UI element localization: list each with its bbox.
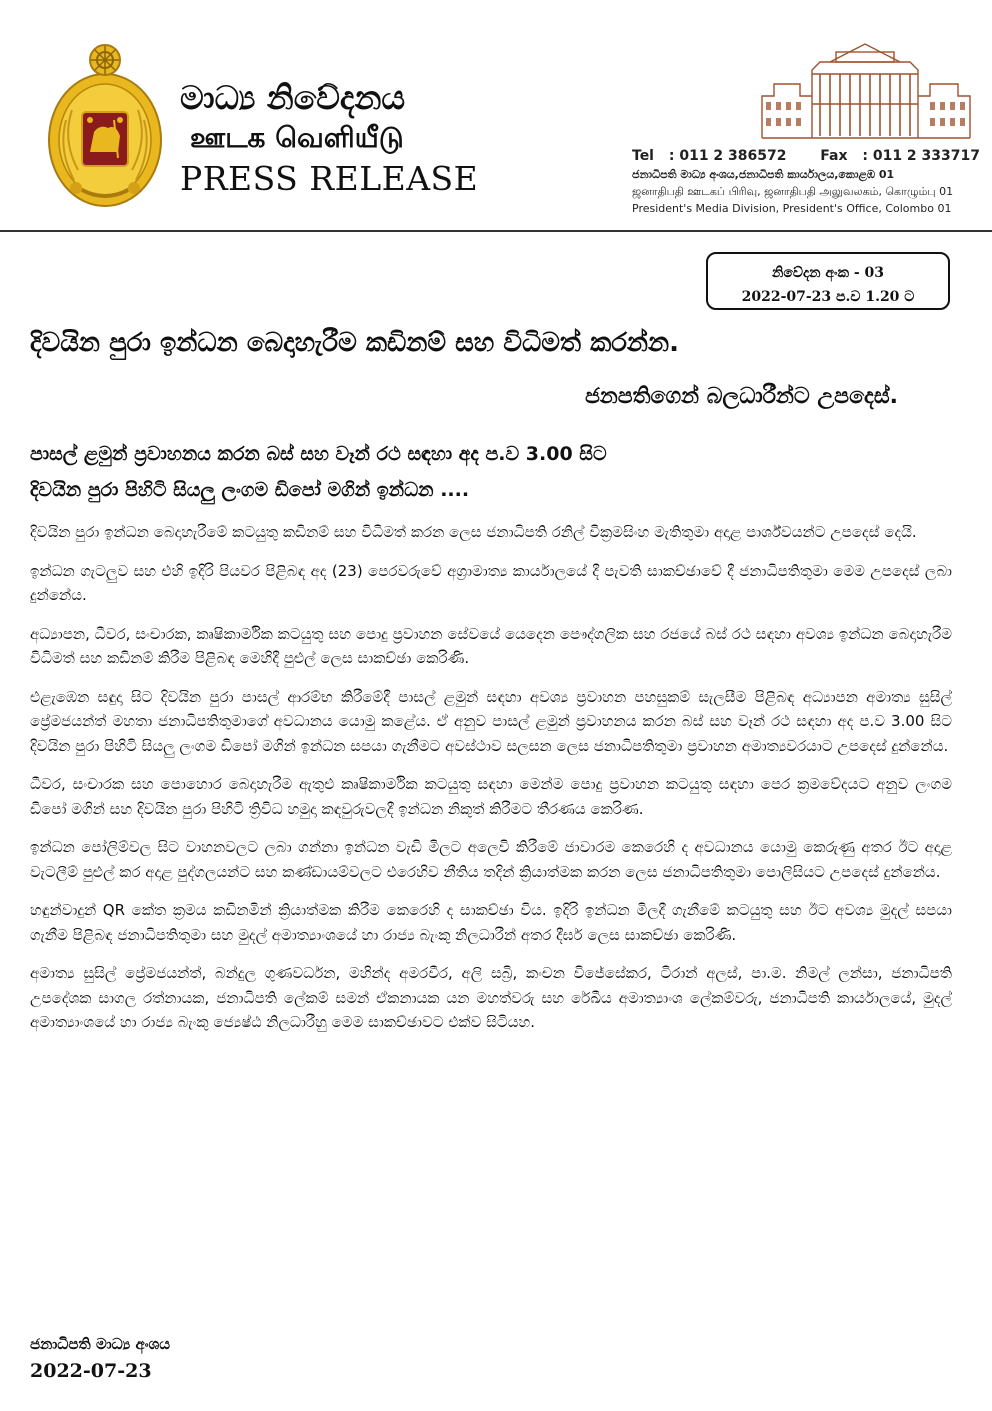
tel-number: : 011 2 386572 (668, 148, 787, 164)
release-datetime: 2022-07-23 ප.ව 1.20 ට (741, 289, 915, 305)
presidential-secretariat-building-icon (760, 40, 972, 140)
national-emblem-icon (44, 40, 166, 210)
tel-label: Tel (632, 148, 654, 164)
address-english: President's Media Division, President's Office, Colombo 01 (632, 202, 952, 215)
paragraph: ධීවර, සංචාරක සහ පොහොර බෙදාහැරීම ඇතුළු කෘෂිකාර්මික කටයුතු සඳහා මෙන්ම පොදු ප්‍රවාහන කටයුතු සඳහා පෙර ක්‍රමවේදයට අනුව ලංගම ඩිපෝ මගින් සහ දිවයින පුරා පිහිටි ත්‍රිවිධ හමුදා කඳවුරුවලදී ඉන්ධන නිකුත් කිරීමට තීරණය කෙරිණ. (30, 775, 952, 818)
phone-fax-row (632, 146, 982, 166)
paragraph: ඉන්ධන පෝලිම්වල සිට වාහනවලට ලබා ගන්නා ඉන්ධන වැඩි මිලට අලෙවි කිරීමේ ජාවාරම කෙරෙහි ද අවධානය යොමු කෙරුණු අතර ඊට අදාළ වැටලීම් පුළුල් කර අදාළ පුද්ගලයන්ට සහ කණ්ඩායම්වලට එරෙහිව නීතිය තදින් ක්‍රියාත්මක කරන ලෙස ජනාධිපතිතුමා පොලිසියට උපදෙස් දුන්නේය. (30, 838, 952, 881)
footer-date: 2022-07-23 (30, 1360, 152, 1382)
paragraph: අමාත්‍ය සුසිල් ප්‍රේමජයන්ත්, බන්දුල ගුණවර්ධන, මහින්ද අමරවීර, අලි සබ්‍රි, කංචන විජේසේකර, ටිරාන් අලස්, පා.ම. නිමල් ලන්සා, ජනාධිපති උපදේශක සාගල රත්නායක, ජනාධිපති ලේකම් සමන් ඒකනායක යන මහත්වරු සහ රේඛීය අමාත්‍යාංශ ලේකම්වරු, ජනාධිපති කාර්යාලයේ, මුදල් අමාත්‍යාංශයේ හා රාජ්‍ය බැංකු ජ්‍යෙෂ්ඨ නිලධාරීහු මෙම සාකච්ඡාවට එක්ව සිටියහ. (30, 964, 952, 1031)
article-body (30, 520, 952, 1049)
signature: ජනාධිපති මාධ්‍ය අංශය (30, 1335, 171, 1353)
masthead-sinhala: මාධ්‍ය නිවේදනය (180, 78, 406, 117)
headline-secondary (30, 436, 950, 508)
paragraph: දිවයින පුරා ඉන්ධන බෙදාහැරීමේ කටයුතු කඩිනම් සහ විධිමත් කරන ලෙස ජනාධිපති රනිල් වික්‍රමසිංහ මැතිතුමා අදාළ පාර්ශ්වයන්ට උපදෙස් දෙයි. (30, 523, 917, 541)
masthead (180, 78, 478, 200)
headline-subtitle: ජනපතිගෙන් බලධාරීන්ට උපදෙස්. (584, 384, 898, 409)
letterhead (0, 0, 992, 232)
paragraph: අධ්‍යාපන, ධීවර, සංචාරක, කෘෂිකාර්මික කටයුතු සහ පොදු ප්‍රවාහන සේවයේ යෙදෙන පෞද්ගලික සහ රජයේ බස් රථ සඳහා අවශ්‍ය ඉන්ධන බෙදාහැරීම විධිමත් සහ කඩිනම් කිරීම පිළිබඳ මෙහිදී පුළුල් ලෙස සාකච්ඡා කෙරිණි. (30, 624, 952, 667)
headline-title: දිවයින පුරා ඉන්ධන බෙදාහැරීම කඩිනම් සහ විධිමත් කරන්න. (30, 328, 680, 358)
release-reference-box (706, 252, 950, 310)
address-sinhala: ජනාධිපති මාධ්‍ය අංශය,ජනාධිපති කාර්යාලය,කොළඹ 01 (632, 168, 895, 181)
fax-number: : 011 2 333717 (862, 148, 980, 164)
header-divider (0, 230, 992, 232)
contact-block (632, 146, 982, 217)
paragraph: හඳුන්වාදුන් QR කේත ක්‍රමය කඩිනමින් ක්‍රියාත්මක කිරීම කෙරෙහි ද සාකච්ඡා විය. ඉදිරි ඉන්ධන මිලදී ගැනීමේ කටයුතු සහ ඊට අවශ්‍ය මුදල් සපයා ගැනීම පිළිබඳ ජනාධිපතිතුමා සහ මුදල් අමාත්‍යාංශයේ හා රාජ්‍ය බැංකු නිලධාරීන් අතර දීර්ඝ ලෙස සාකච්ඡා කෙරිණි. (30, 901, 952, 944)
paragraph: ඉන්ධන ගැටලුව සහ එහි ඉදිරි පියවර පිළිබඳ අද (23) පෙරවරුවේ අග්‍රාමාත්‍ය කාර්යාලයේ දී පැවති සාකච්ඡාවේ දී ජනාධිපතිතුමා මෙම උපදෙස් ලබා දුන්නේය. (30, 561, 952, 604)
masthead-tamil: ஊடக வெளியீடு (190, 121, 404, 154)
address-tamil: ஜனாதிபதி ஊடகப் பிரிவு, ஜனாதிபதி அலுவலகம், கொழும்பு 01 (632, 185, 954, 198)
headline-secondary-line-2: දිවයින පුරා පිහිටි සියලු ලංගම ඩිපෝ මගින් ඉන්ධන .... (30, 479, 470, 501)
paragraph: එළැඹෙන සඳුදා සිට දිවයින පුරා පාසල් ආරම්භ කිරීමේදී පාසල් ළමුන් සඳහා අවශ්‍ය ප්‍රවාහන පහසුකම් සැලසීම පිළිබඳ අධ්‍යාපන අමාත්‍ය සුසිල් ප්‍රේමජයන්ත් මහතා ජනාධිපතිතුමාගේ අවධානය යොමු කළේය. ඒ අනුව පාසල් ළමුන් ප්‍රවාහනය කරන බස් සහ වෑන් රථ සඳහා අද ප.ව 3.00 සිට දිවයින පුරා පිහිටි සියලු ලංගම ඩිපෝ මගින් ඉන්ධන සපයා ගැනීමට අවස්ථාව සලසන ලෙස ජනාධිපතිතුමා ප්‍රවාහන අමාත්‍යවරයාට උපදෙස් දුන්නේය. (30, 687, 952, 755)
masthead-english: PRESS RELEASE (180, 159, 479, 198)
headline-secondary-line-1: පාසල් ළමුන් ප්‍රවාහනය කරන බස් සහ වෑන් රථ සඳහා අද ප.ව 3.00 සිට (30, 443, 607, 465)
fax-label: Fax (820, 148, 848, 164)
release-number: නිවේදන අංක - 03 (771, 265, 884, 281)
